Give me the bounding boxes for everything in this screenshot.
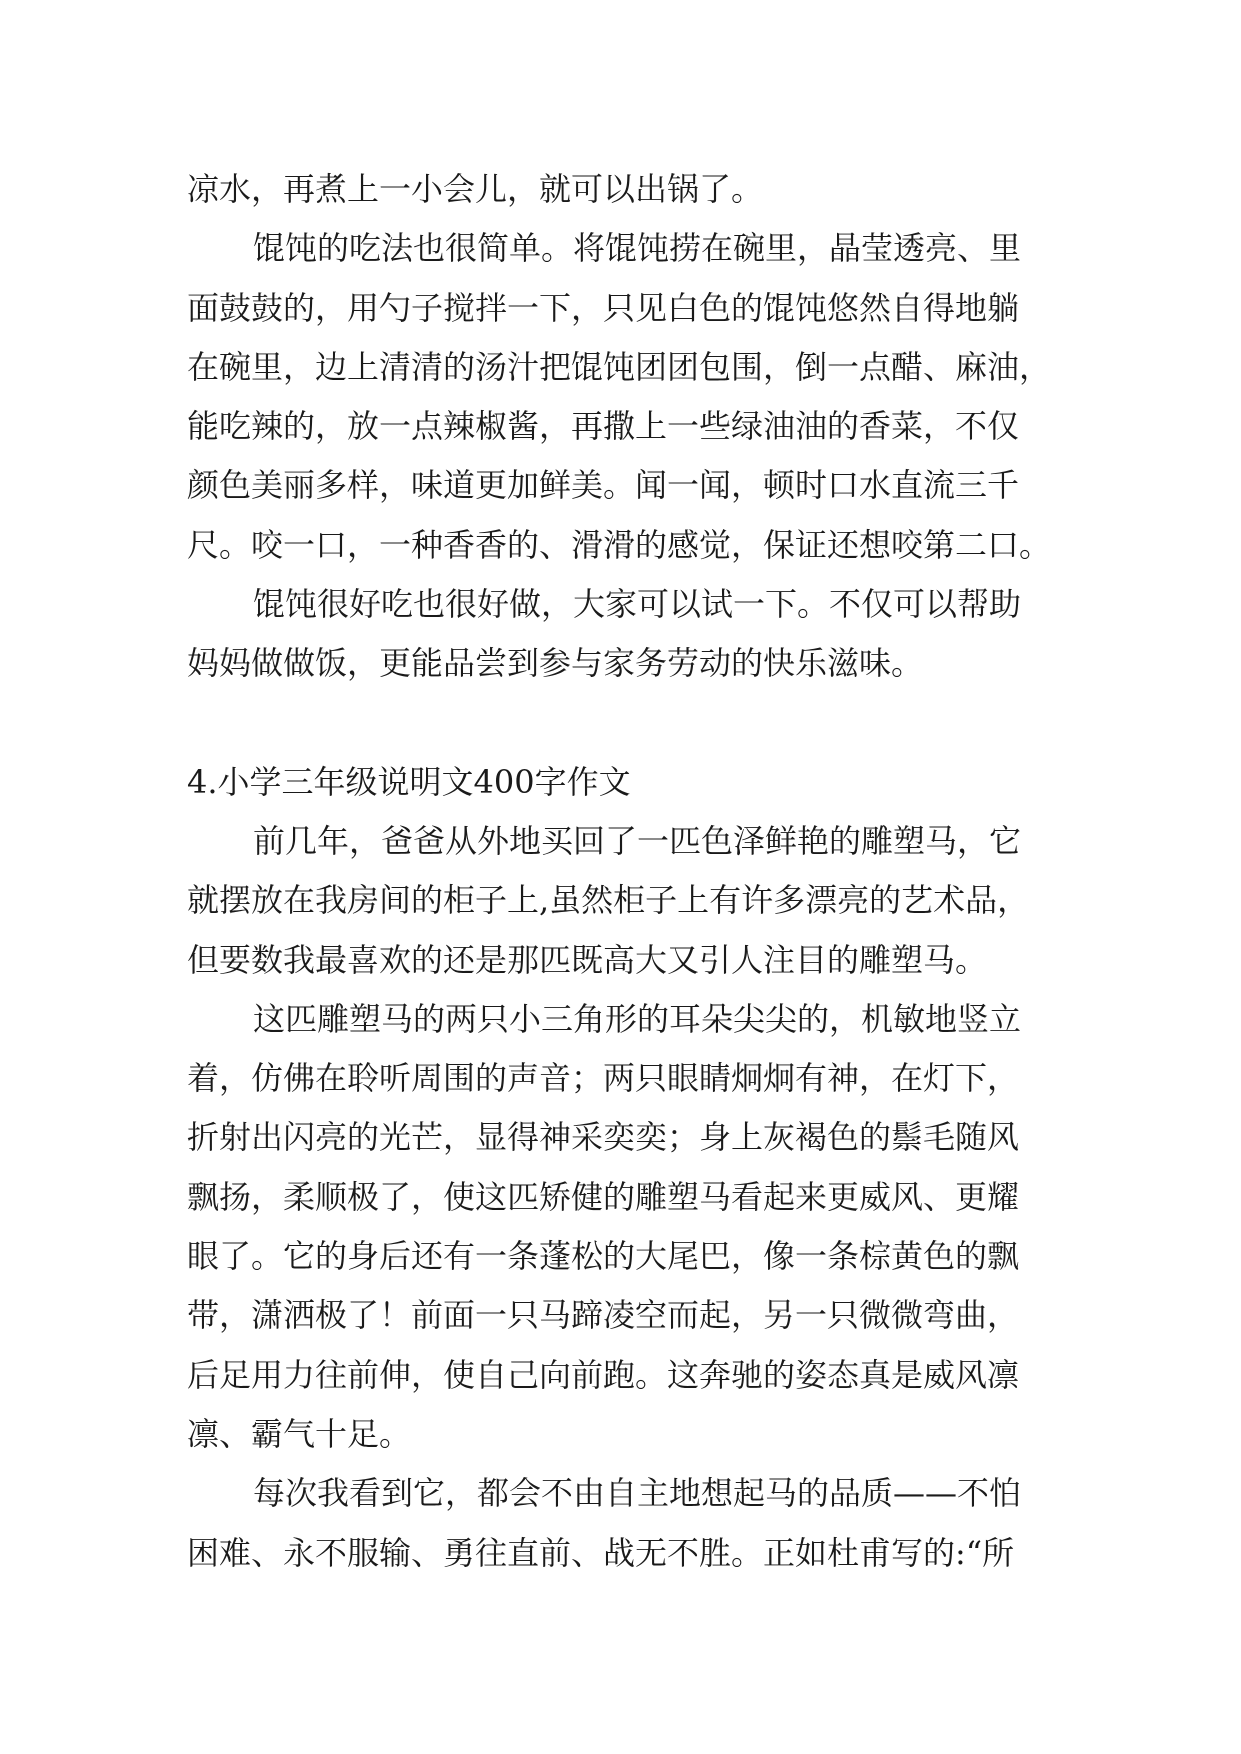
paragraph (187, 160, 1067, 219)
section-gap (187, 694, 1067, 753)
text-line: 每次我看到它，都会不由自主地想起马的品质——不怕 (253, 1474, 1022, 1513)
text-line: 困难、永不服输、勇往直前、战无不胜。正如杜甫写的:“所 (187, 1533, 1015, 1572)
text-line: 在碗里，边上清清的汤汁把馄饨团团包围，倒一点醋、麻油， (187, 347, 1052, 386)
paragraph (187, 990, 1067, 1464)
text-line: 颜色美丽多样，味道更加鲜美。闻一闻，顿时口水直流三千 (187, 466, 1020, 505)
text-line: 就摆放在我房间的柜子上,虽然柜子上有许多漂亮的艺术品， (187, 881, 1030, 920)
paragraph (187, 219, 1067, 575)
text-line: 后足用力往前伸，使自己向前跑。这奔驰的姿态真是威风凛 (187, 1355, 1020, 1394)
text-line: 飘扬，柔顺极了，使这匹矫健的雕塑马看起来更威风、更耀 (187, 1177, 1020, 1216)
text-line: 馄饨的吃法也很简单。将馄饨捞在碗里，晶莹透亮、里 (253, 229, 1022, 268)
text-line: 尺。咬一口，一种香香的、滑滑的感觉，保证还想咬第二口。 (187, 525, 1052, 564)
text-line: 着，仿佛在聆听周围的声音；两只眼睛炯炯有神，在灯下， (187, 1059, 1020, 1098)
text-line: 眼了。它的身后还有一条蓬松的大尾巴，像一条棕黄色的飘 (187, 1237, 1020, 1276)
text-line: 凉水，再煮上一小会儿，就可以出锅了。 (187, 170, 764, 208)
text-line: 这匹雕塑马的两只小三角形的耳朵尖尖的，机敏地竖立 (253, 999, 1022, 1038)
text-line: 能吃辣的，放一点辣椒酱，再撒上一些绿油油的香菜，不仅 (187, 407, 1020, 446)
text-line: 前几年，爸爸从外地买回了一匹色泽鲜艳的雕塑马，它 (253, 821, 1022, 860)
text-line: 面鼓鼓的，用勺子搅拌一下，只见白色的馄饨悠然自得地躺 (187, 288, 1020, 327)
paragraph (187, 812, 1067, 990)
section-heading: 4.小学三年级说明文400字作文 (187, 762, 631, 801)
text-line: 带，潇洒极了！前面一只马蹄凌空而起，另一只微微弯曲， (187, 1296, 1020, 1335)
text-line: 凛、霸气十足。 (187, 1414, 412, 1453)
text-line: 但要数我最喜欢的还是那匹既高大又引人注目的雕塑马。 (187, 940, 988, 979)
paragraph (187, 1464, 1067, 1583)
document-body (187, 160, 1067, 1583)
text-line: 馄饨很好吃也很好做，大家可以试一下。不仅可以帮助 (253, 585, 1022, 624)
paragraph (187, 575, 1067, 694)
text-line: 折射出闪亮的光芒，显得神采奕奕；身上灰褐色的鬃毛随风 (187, 1118, 1020, 1157)
text-line: 妈妈做做饭，更能品尝到参与家务劳动的快乐滋味。 (187, 644, 924, 683)
